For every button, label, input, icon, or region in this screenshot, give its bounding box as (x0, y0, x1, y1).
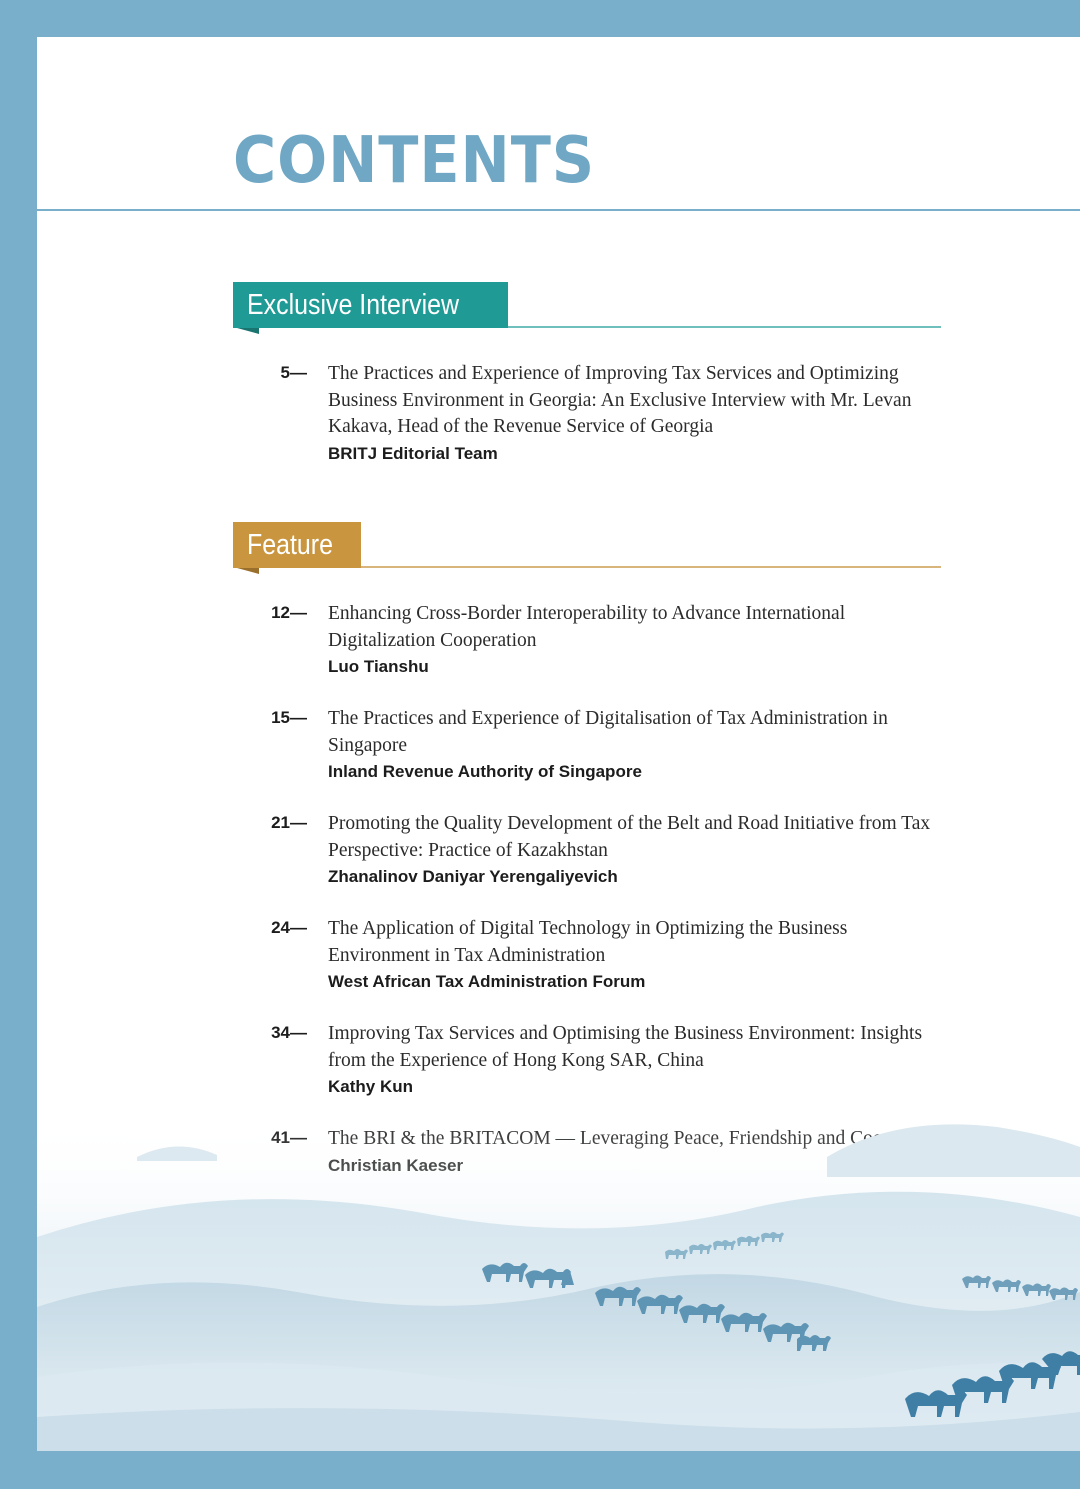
entry-page-number: 21— (271, 813, 307, 832)
section-label: Feature (247, 529, 333, 561)
contents-page (37, 37, 1080, 1451)
entry-title: The Practices and Experience of Digitalisation of Tax Administration in Singapore (328, 708, 888, 756)
entry-author: West African Tax Administration Forum (328, 972, 646, 991)
section-header-exclusive-interview (233, 282, 941, 338)
entry-page-number: 15— (271, 708, 307, 727)
entry-page-number: 24— (271, 918, 307, 937)
section-label: Exclusive Interview (247, 289, 460, 321)
entry-author: Luo Tianshu (328, 657, 429, 676)
entry-page-number: 5— (280, 363, 307, 382)
desert-landscape-illustration (37, 1117, 1080, 1451)
ribbon-fold-icon (237, 568, 259, 574)
entry-title: Enhancing Cross-Border Interoperability to Advance International Digitalization Cooperation (328, 603, 846, 651)
entry-title: Improving Tax Services and Optimising the Business Environment: Insights from the Experience of Hong Kong SAR, China (328, 1023, 923, 1071)
entry-title: Promoting the Quality Development of the Belt and Road Initiative from Tax Perspective: Practice of Kazakhstan (328, 813, 931, 861)
section-tag (233, 282, 508, 328)
ribbon-fold-icon (237, 328, 259, 334)
entry-page-number: 34— (271, 1023, 307, 1042)
header-rule (37, 209, 1080, 211)
entry-page-number: 12— (271, 603, 307, 622)
entry-title: The Practices and Experience of Improving Tax Services and Optimizing Business Environment in Georgia: An Exclusive Interview with Mr. Levan Kakava, Head of the Revenue Service of Georgia (328, 363, 912, 437)
page-title: CONTENTS (233, 124, 596, 198)
entry-author: Kathy Kun (328, 1077, 413, 1096)
entry-title: The Application of Digital Technology in Optimizing the Business Environment in Tax Administration (328, 918, 848, 966)
section-header-feature (233, 522, 941, 578)
entry-author: BRITJ Editorial Team (328, 443, 498, 463)
entry-author: Inland Revenue Authority of Singapore (328, 762, 642, 781)
section-tag (233, 522, 361, 568)
entry-author: Zhanalinov Daniyar Yerengaliyevich (328, 867, 618, 886)
